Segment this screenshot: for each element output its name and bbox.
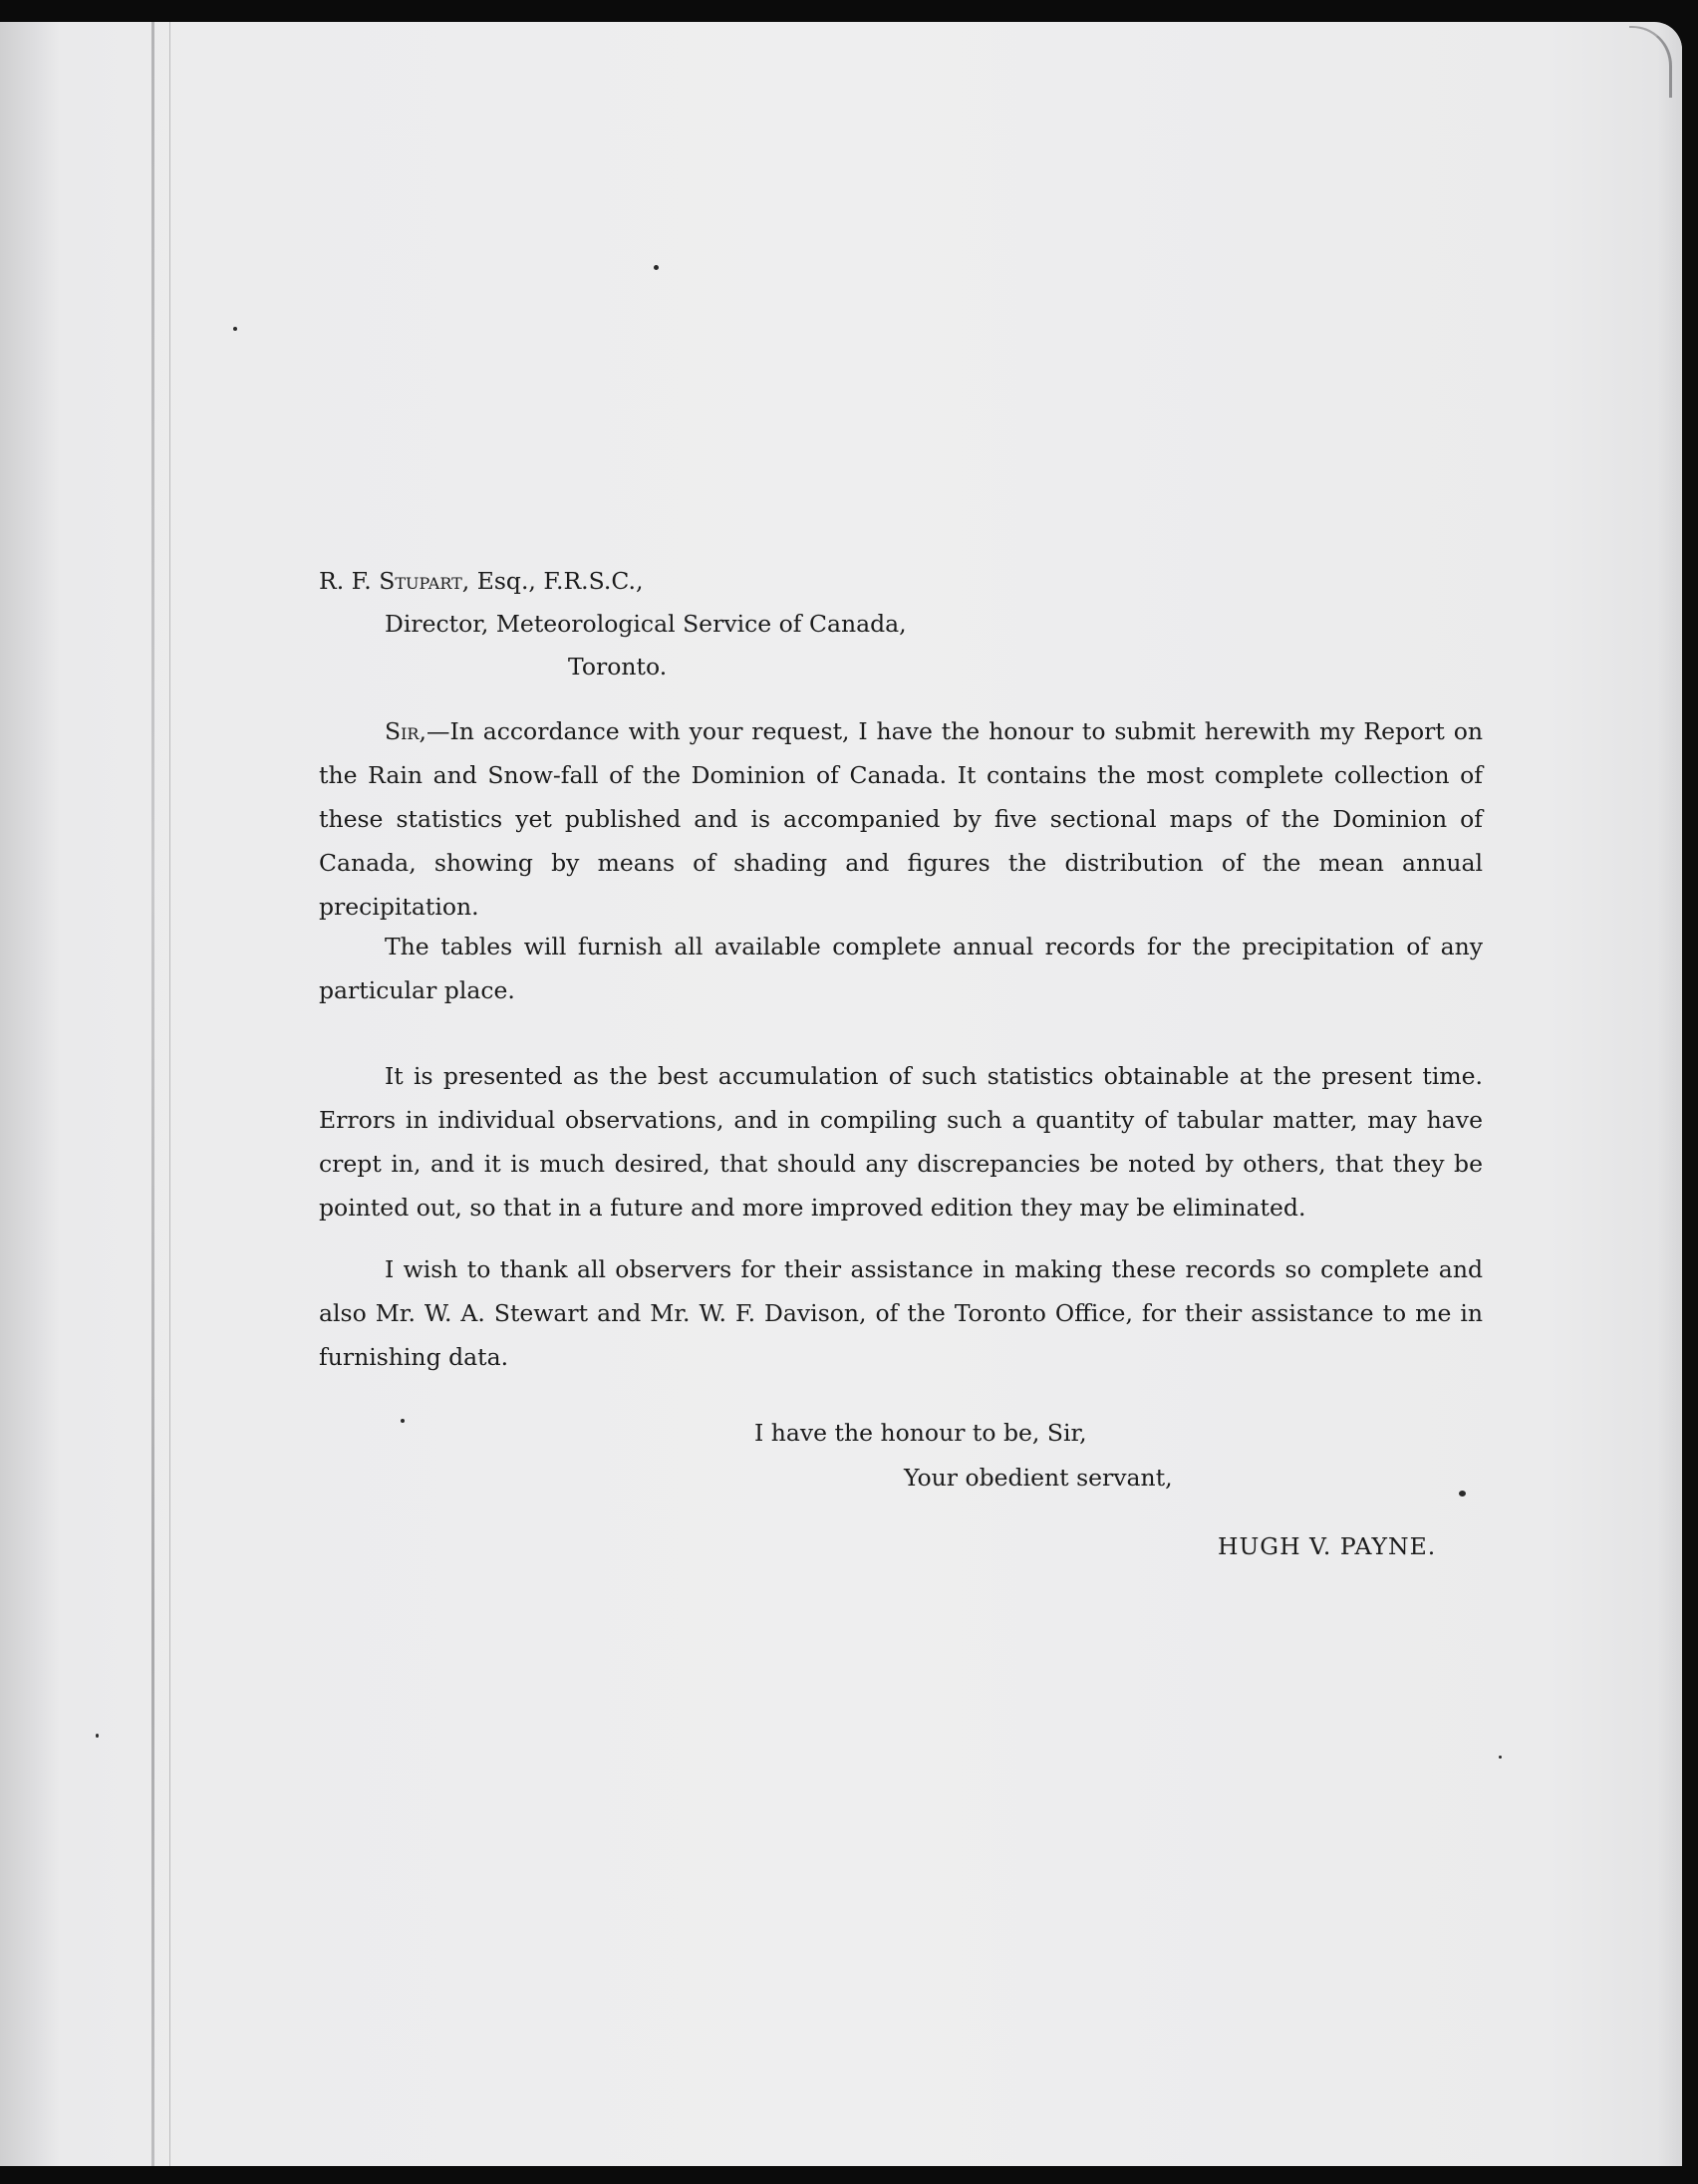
addressee-initials: R. F. xyxy=(319,567,380,595)
binding-shadow xyxy=(0,22,60,2166)
paragraph-2: The tables will furnish all available complete annual records for the precipitation of any particular place. xyxy=(319,933,1483,1004)
paragraph-3: It is presented as the best accumulation of such statistics obtainable at the present time. Errors in individual observations, and in compiling such a quantity of tabular matter, may have crept in, and it is much desired, that should any discrepancies be noted by others, that they be pointed out, so that in a future and more improved edition they may be eliminated. xyxy=(319,1062,1483,1222)
ink-speck xyxy=(1459,1491,1466,1497)
ink-speck xyxy=(1499,1756,1502,1759)
page-edge-shadow xyxy=(1658,22,1682,2166)
ink-speck xyxy=(401,1419,405,1423)
closing-line-2: Your obedient servant, xyxy=(904,1464,1173,1492)
addressee-name xyxy=(319,567,643,595)
salutation: Sir xyxy=(385,717,420,745)
fold-line xyxy=(151,22,154,2166)
paragraph-1-text: ,—In accordance with your request, I have the honour to submit herewith my Report on the Rain and Snow-fall of the Dominion of Canada. It contains the most complete collection of these statistics yet published and is accompanied by five sectional maps of the Dominion of Canada, showing by means of shading and figures the distribution of the mean annual precipitation. xyxy=(319,717,1483,921)
addressee-surname: Stupart xyxy=(379,567,462,595)
paragraph-1 xyxy=(319,709,1483,929)
addressee-honorifics: , Esq., F.R.S.C., xyxy=(461,567,644,595)
signature: HUGH V. PAYNE. xyxy=(1218,1532,1437,1560)
fold-line-secondary xyxy=(169,22,170,2166)
paragraph-4: I wish to thank all observers for their assistance in making these records so complete and also Mr. W. A. Stewart and Mr. W. F. Davison, of the Toronto Office, for their assistance to me in furnishing data. xyxy=(319,1255,1483,1371)
closing-line-1: I have the honour to be, Sir, xyxy=(754,1419,1087,1447)
addressee-title: Director, Meteorological Service of Canada, xyxy=(385,610,907,638)
ink-speck xyxy=(96,1734,99,1738)
ink-speck xyxy=(654,265,659,270)
ink-speck xyxy=(233,327,237,331)
addressee-city: Toronto. xyxy=(568,653,668,681)
